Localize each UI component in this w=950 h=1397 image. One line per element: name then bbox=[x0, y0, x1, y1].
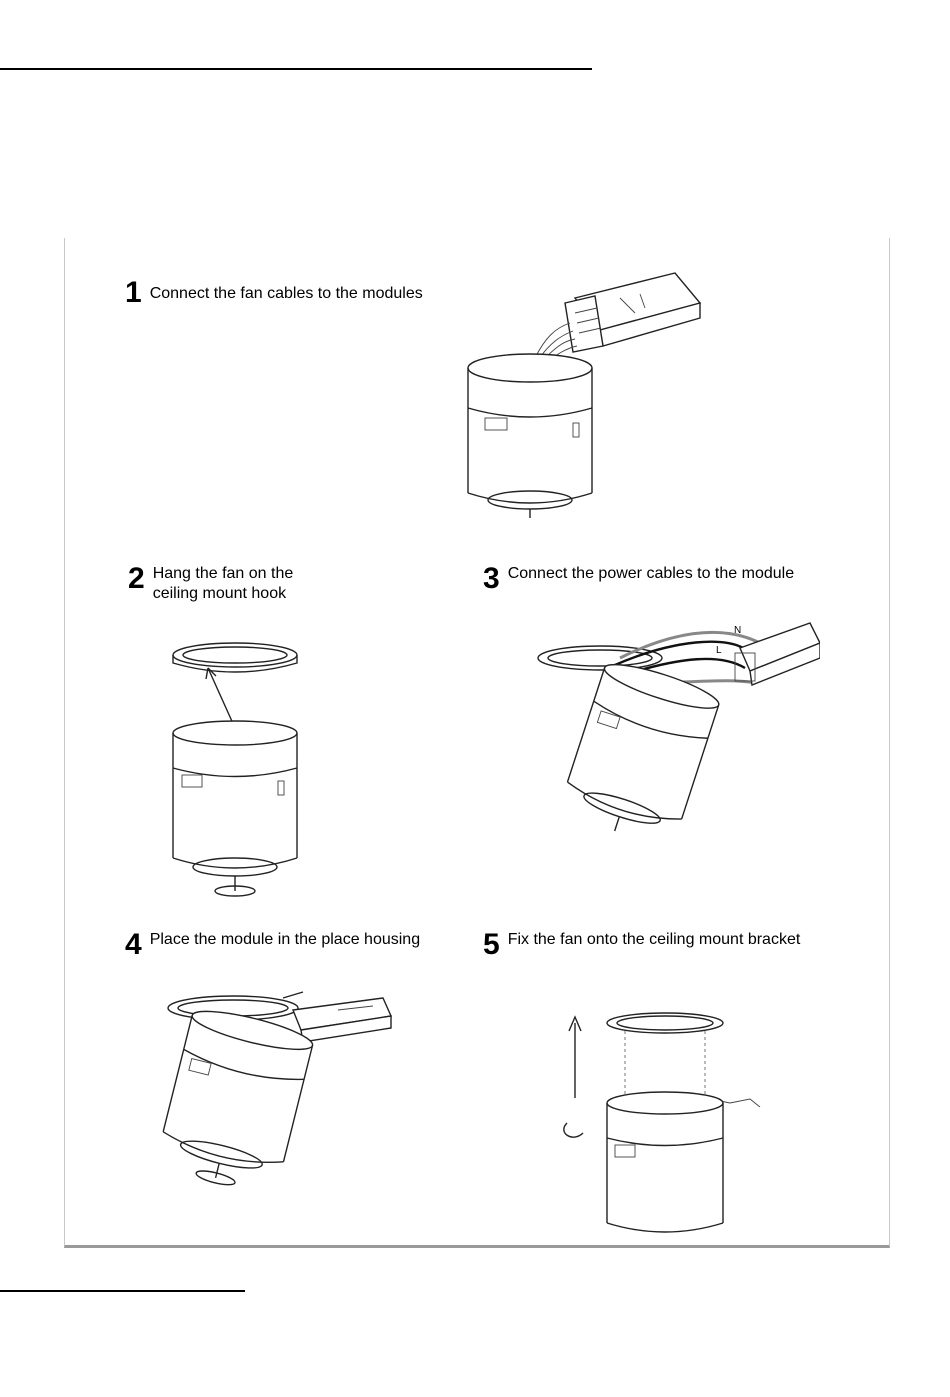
step-3-caption bbox=[483, 564, 794, 594]
step-4-illustration bbox=[153, 988, 403, 1228]
step-5-caption bbox=[483, 930, 800, 960]
step-number: 1 bbox=[125, 276, 142, 309]
step-text: Fix the fan onto the ceiling mount bracket bbox=[507, 931, 801, 948]
step-text: Connect the fan cables to the modules bbox=[149, 285, 423, 302]
rotate-arrow-icon bbox=[564, 1123, 583, 1137]
step-number: 2 bbox=[128, 562, 145, 595]
fan-motor-icon bbox=[173, 721, 297, 896]
step-1-illustration bbox=[445, 268, 725, 518]
step-number: 4 bbox=[125, 928, 142, 961]
step-4-caption bbox=[125, 930, 420, 960]
step-text: Place the module in the place housing bbox=[149, 931, 421, 948]
control-module-icon bbox=[565, 273, 700, 352]
tilted-fan-motor-icon bbox=[558, 656, 723, 849]
step-text-line-1: Hang the fan on the bbox=[152, 565, 294, 582]
control-module-icon bbox=[735, 623, 820, 685]
ceiling-mount-ring-icon bbox=[538, 646, 662, 670]
top-rule bbox=[0, 68, 592, 70]
step-3-illustration bbox=[520, 613, 820, 853]
ceiling-mount-ring-icon bbox=[173, 643, 297, 672]
step-number: 3 bbox=[483, 562, 500, 595]
step-2-illustration bbox=[160, 633, 310, 903]
step-1-caption bbox=[125, 278, 423, 308]
arrow-icon bbox=[283, 992, 303, 998]
hook-arrow-icon bbox=[208, 668, 235, 728]
neutral-label: N bbox=[734, 625, 742, 636]
bottom-rule bbox=[0, 1290, 245, 1292]
control-module-icon bbox=[293, 998, 391, 1042]
fan-motor-icon bbox=[468, 354, 592, 518]
step-5-illustration bbox=[555, 1003, 775, 1243]
step-2-caption bbox=[128, 564, 293, 604]
live-label: L bbox=[716, 645, 722, 656]
fan-motor-icon bbox=[607, 1092, 723, 1232]
ceiling-mount-ring-icon bbox=[607, 1013, 723, 1033]
step-number: 5 bbox=[483, 928, 500, 961]
tilted-fan-motor-icon bbox=[154, 1004, 315, 1198]
instruction-panel bbox=[64, 238, 890, 1248]
step-text: Connect the power cables to the module bbox=[507, 565, 795, 582]
step-text-line-2: ceiling mount hook bbox=[152, 585, 287, 602]
up-arrow-icon bbox=[569, 1017, 581, 1098]
